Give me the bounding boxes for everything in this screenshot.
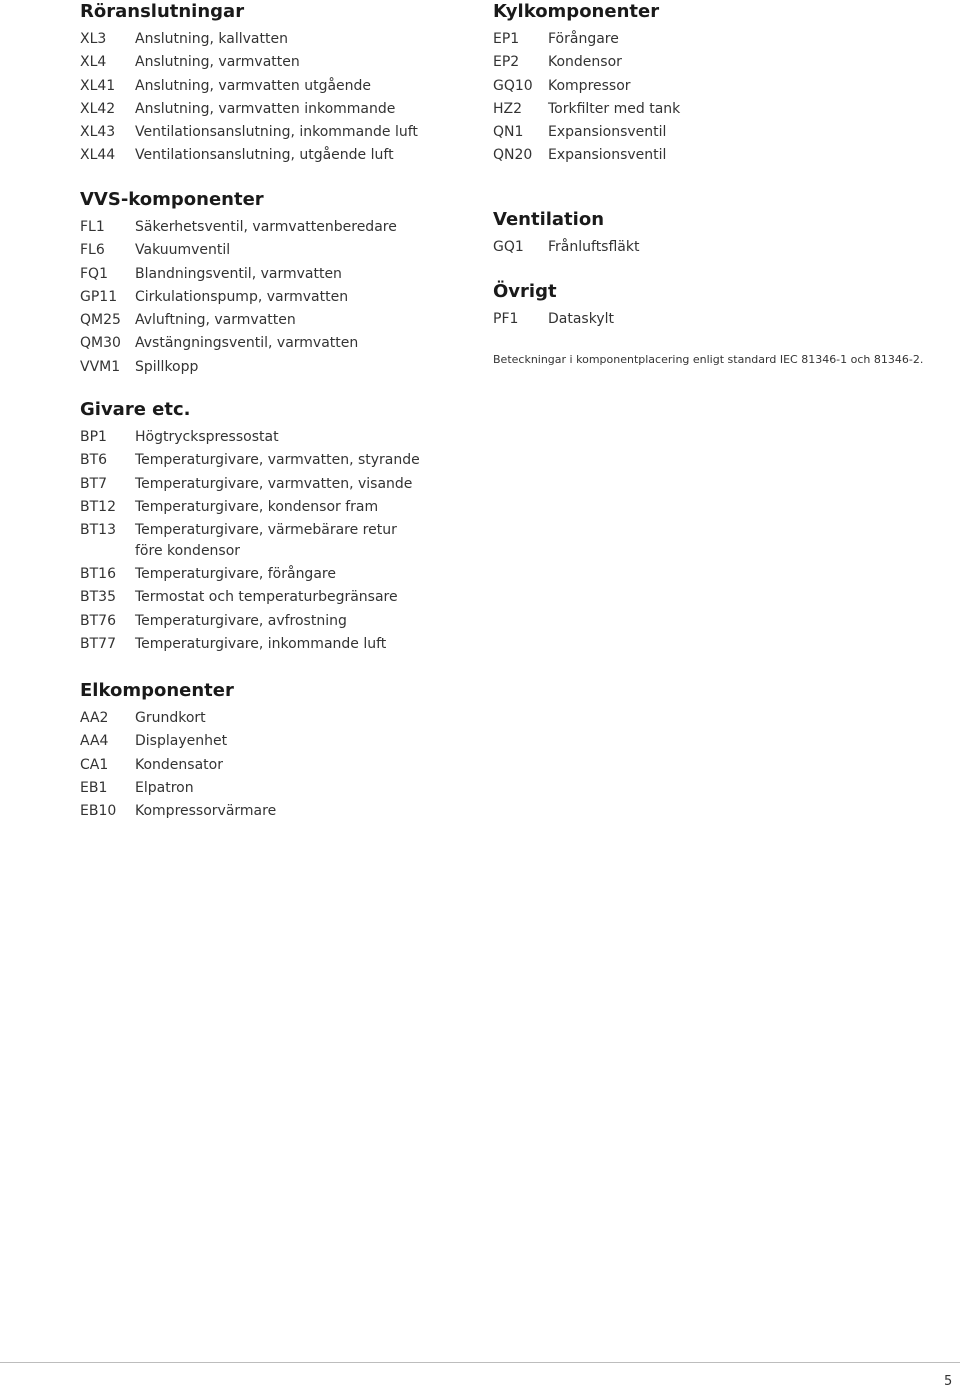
item-description: Dataskylt	[548, 311, 614, 327]
list-item	[80, 98, 480, 121]
item-description: Spillkopp	[135, 358, 199, 375]
item-description: Avluftning, varmvatten	[135, 312, 296, 329]
item-code: BT6	[80, 452, 108, 469]
item-code: XL3	[80, 31, 107, 47]
item-code: QM30	[80, 335, 121, 352]
list-item	[80, 563, 480, 586]
list-item	[80, 519, 480, 563]
item-description: Temperaturgivare, varmvatten, styrande	[135, 452, 420, 469]
item-code: EB1	[80, 779, 108, 796]
list-item	[493, 236, 893, 259]
section-vvs-komponenter	[80, 188, 480, 379]
item-code: BT7	[80, 475, 108, 492]
footer-divider	[0, 1362, 960, 1363]
item-code: BT13	[80, 522, 116, 539]
item-code: XL4	[80, 54, 107, 71]
list-item	[80, 121, 480, 144]
list-item	[80, 426, 480, 449]
list-item	[493, 28, 893, 51]
item-code: CA1	[80, 756, 109, 773]
item-code: EB10	[80, 803, 117, 820]
section-heading: Elkomponenter	[80, 680, 234, 701]
list-item	[493, 144, 893, 167]
item-code: BT16	[80, 566, 116, 583]
list-item	[80, 309, 480, 332]
item-code: FL1	[80, 219, 105, 235]
list-item	[80, 144, 480, 167]
list-item	[80, 356, 480, 379]
item-description: Säkerhetsventil, varmvattenberedare	[135, 219, 397, 235]
section-heading: Kylkomponenter	[493, 1, 660, 22]
item-code: GQ1	[493, 239, 524, 255]
item-code: PF1	[493, 311, 519, 327]
item-code: QN20	[493, 147, 533, 164]
list-item	[80, 707, 480, 730]
item-code: HZ2	[493, 100, 523, 117]
item-description: Expansionsventil	[548, 124, 667, 141]
list-item	[80, 216, 480, 239]
item-description: Avstängningsventil, varmvatten	[135, 335, 359, 352]
item-code: XL44	[80, 147, 116, 164]
item-code: XL41	[80, 77, 116, 94]
standard-note: Beteckningar i komponentplacering enligt standard IEC 81346-1 och 81346-2.	[493, 353, 924, 366]
section-heading: Ventilation	[493, 209, 605, 230]
list-item	[493, 75, 893, 98]
item-description: Blandningsventil, varmvatten	[135, 265, 342, 282]
page-number: 5	[944, 1374, 953, 1389]
list-item	[80, 777, 480, 800]
section-heading: Givare etc.	[80, 399, 191, 420]
list-item	[80, 51, 480, 74]
section-elkomponenter	[80, 679, 480, 823]
item-description: Expansionsventil	[548, 147, 667, 164]
section-heading: VVS-komponenter	[80, 189, 264, 210]
list-item	[80, 28, 480, 51]
section-givare	[80, 398, 480, 656]
item-code: XL43	[80, 124, 116, 141]
section-heading: Övrigt	[493, 281, 557, 302]
list-item	[493, 121, 893, 144]
item-description: Förångare	[548, 31, 619, 47]
section-ventilation	[493, 208, 893, 259]
item-description: Termostat och temperaturbegränsare	[135, 589, 398, 606]
item-code: EP2	[493, 54, 520, 71]
item-code: GP11	[80, 288, 118, 305]
item-code: GQ10	[493, 77, 533, 94]
item-code: BT35	[80, 589, 116, 606]
item-description: Temperaturgivare, varmvatten, visande	[135, 475, 413, 492]
item-code: XL42	[80, 100, 116, 117]
item-description: Torkfilter med tank	[548, 100, 681, 117]
list-item	[80, 263, 480, 286]
item-description: Temperaturgivare, kondensor fram	[135, 498, 379, 515]
item-description: Anslutning, kallvatten	[135, 31, 288, 47]
item-code: EP1	[493, 31, 520, 47]
item-description: Elpatron	[135, 779, 194, 796]
list-item	[80, 496, 480, 519]
item-description: Kompressor	[548, 77, 631, 94]
item-description: Anslutning, varmvatten utgående	[135, 77, 372, 94]
item-description: Cirkulationspump, varmvatten	[135, 288, 349, 305]
list-item	[80, 286, 480, 309]
item-code: VVM1	[80, 358, 121, 375]
item-code: AA4	[80, 733, 109, 750]
item-description: Kondensator	[135, 756, 223, 773]
item-description: Anslutning, varmvatten	[135, 54, 300, 71]
list-item	[493, 98, 893, 121]
item-description: Ventilationsanslutning, inkommande luft	[135, 124, 418, 141]
section-ovrigt	[493, 280, 893, 331]
item-code: QN1	[493, 124, 524, 141]
item-code: BT77	[80, 636, 116, 653]
list-item	[493, 51, 893, 74]
item-description: Vakuumventil	[135, 242, 231, 259]
list-item	[80, 332, 480, 355]
item-description: Kompressorvärmare	[135, 803, 277, 820]
item-description: Anslutning, varmvatten inkommande	[135, 100, 396, 117]
section-kylkomponenter	[493, 0, 893, 168]
item-description: Displayenhet	[135, 733, 228, 750]
section-roranslutningar	[80, 0, 480, 168]
item-code: BT12	[80, 498, 116, 515]
list-item	[80, 239, 480, 262]
list-item	[80, 75, 480, 98]
item-description: Högtryckspressostat	[135, 429, 279, 445]
item-description: Temperaturgivare, värmebärare retur före kondensor	[135, 522, 397, 560]
list-item	[80, 754, 480, 777]
item-description: Grundkort	[135, 710, 206, 726]
list-item	[493, 308, 893, 331]
list-item	[80, 610, 480, 633]
list-item	[80, 586, 480, 609]
item-description: Temperaturgivare, inkommande luft	[135, 636, 387, 653]
section-heading: Röranslutningar	[80, 1, 245, 22]
item-code: BP1	[80, 429, 107, 445]
item-description: Kondensor	[548, 54, 622, 71]
list-item	[80, 633, 480, 656]
item-description: Ventilationsanslutning, utgående luft	[135, 147, 394, 164]
list-item	[80, 730, 480, 753]
item-description: Temperaturgivare, avfrostning	[135, 612, 347, 629]
item-code: BT76	[80, 612, 116, 629]
list-item	[80, 449, 480, 472]
list-item	[80, 800, 480, 823]
item-code: FL6	[80, 242, 105, 259]
item-code: FQ1	[80, 265, 108, 282]
item-description: Frånluftsfläkt	[548, 239, 640, 255]
item-code: AA2	[80, 710, 109, 726]
item-code: QM25	[80, 312, 121, 329]
item-description: Temperaturgivare, förångare	[135, 566, 336, 583]
list-item	[80, 473, 480, 496]
